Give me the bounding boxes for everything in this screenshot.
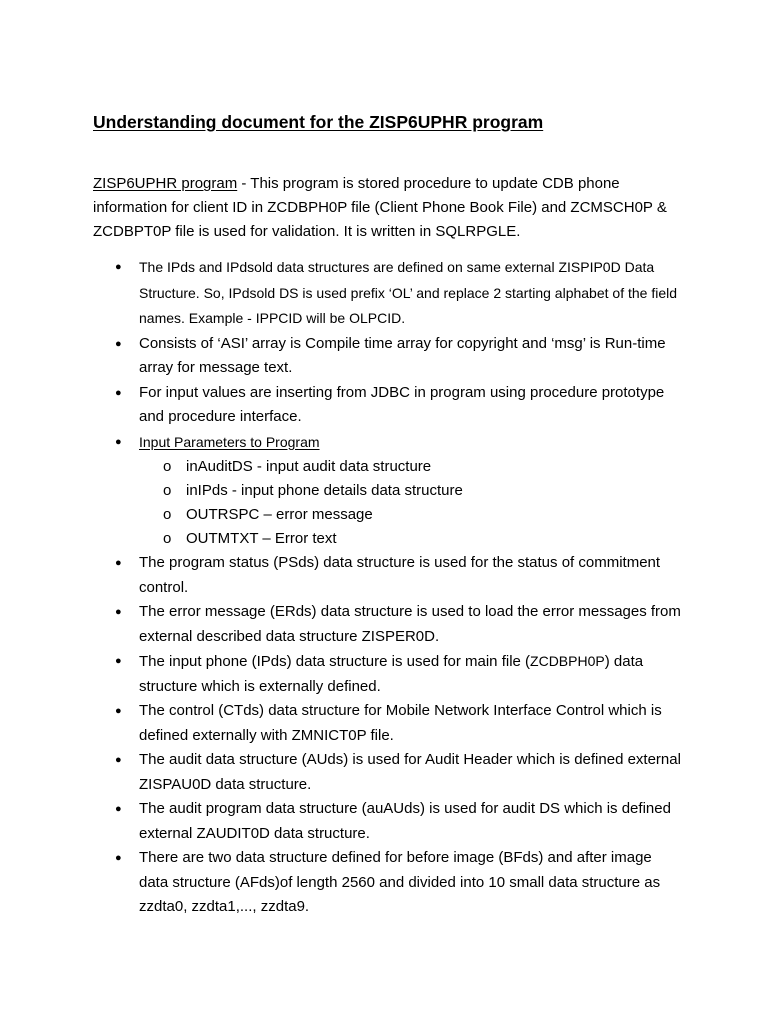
sub-list-item: o OUTMTXT – Error text: [139, 527, 684, 551]
bullet-icon: ●: [115, 435, 122, 448]
list-item: ● There are two data structure defined for before image (BFds) and after image data structure (AFds)of length 2560 and divided into 10 small data structure as zzdta0, zzdta1,..., zzdta9.: [93, 846, 684, 920]
bullet-icon: ●: [115, 337, 122, 350]
list-item: ● The input phone (IPds) data structure is used for main file (ZCDBPH0P) data structure which is externally defined.: [93, 649, 684, 699]
file-name: ZCDBPH0P: [530, 653, 605, 669]
list-item: ● The audit program data structure (auAUds) is used for audit DS which is defined external ZAUDIT0D data structure.: [93, 797, 684, 846]
list-item: [93, 430, 684, 552]
bullet-list: [93, 255, 693, 920]
bullet-icon: ●: [115, 754, 122, 766]
document-page: [93, 110, 693, 920]
sub-list-item: o inIPds - input phone details data structure: [139, 479, 684, 503]
bullet-icon: ●: [115, 386, 122, 399]
list-item: ● The IPds and IPdsold data structures are defined on same external ZISPIP0D Data Structure. So, IPdsold DS is used prefix ‘OL’ and replace 2 starting alphabet of the field names. Example - IPPCID will be OLPCID.: [93, 255, 684, 332]
sub-list-item: o OUTRSPC – error message: [139, 503, 684, 527]
bullet-icon: ●: [115, 655, 122, 667]
document-title: Understanding document for the ZISP6UPHR program: [93, 112, 544, 132]
list-item: ● The program status (PSds) data structure is used for the status of commitment control.: [93, 551, 684, 600]
intro-program-name: ZISP6UPHR program: [93, 175, 238, 192]
intro-paragraph: [93, 172, 683, 244]
bullet-icon: ●: [115, 705, 122, 717]
input-parameters-list: [139, 455, 684, 551]
list-item: ● The error message (ERds) data structure is used to load the error messages from external described data structure ZISPER0D.: [93, 600, 684, 649]
sub-list-item: o inAuditDS - input audit data structure: [139, 455, 684, 479]
circle-bullet-icon: o: [163, 506, 172, 523]
list-item: ● The audit data structure (AUds) is used for Audit Header which is defined external ZISPAU0D data structure.: [93, 748, 684, 797]
circle-bullet-icon: o: [163, 458, 172, 475]
bullet-icon: ●: [115, 261, 122, 273]
intro-text: This program is stored procedure to update CDB phone information for client ID in ZCDBPH0P file (Client Phone Book File) and ZCMSCH0P & ZCDBPT0P file is used for validation. It is written in SQLRPGLE.: [93, 175, 667, 240]
list-item: ● Consists of ‘ASI’ array is Compile time array for copyright and ‘msg’ is Run-time array for message text.: [93, 332, 684, 381]
list-item: ● The control (CTds) data structure for Mobile Network Interface Control which is defined externally with ZMNICT0P file.: [93, 699, 684, 748]
circle-bullet-icon: o: [163, 530, 172, 547]
list-item: ● For input values are inserting from JDBC in program using procedure prototype and procedure interface.: [93, 381, 684, 430]
bullet-icon: ●: [115, 557, 122, 569]
input-parameters-heading: Input Parameters to Program: [139, 433, 320, 450]
intro-separator: -: [237, 175, 251, 192]
bullet-icon: ●: [115, 606, 122, 618]
circle-bullet-icon: o: [163, 482, 172, 499]
bullet-icon: ●: [115, 803, 122, 815]
bullet-icon: ●: [115, 852, 122, 864]
